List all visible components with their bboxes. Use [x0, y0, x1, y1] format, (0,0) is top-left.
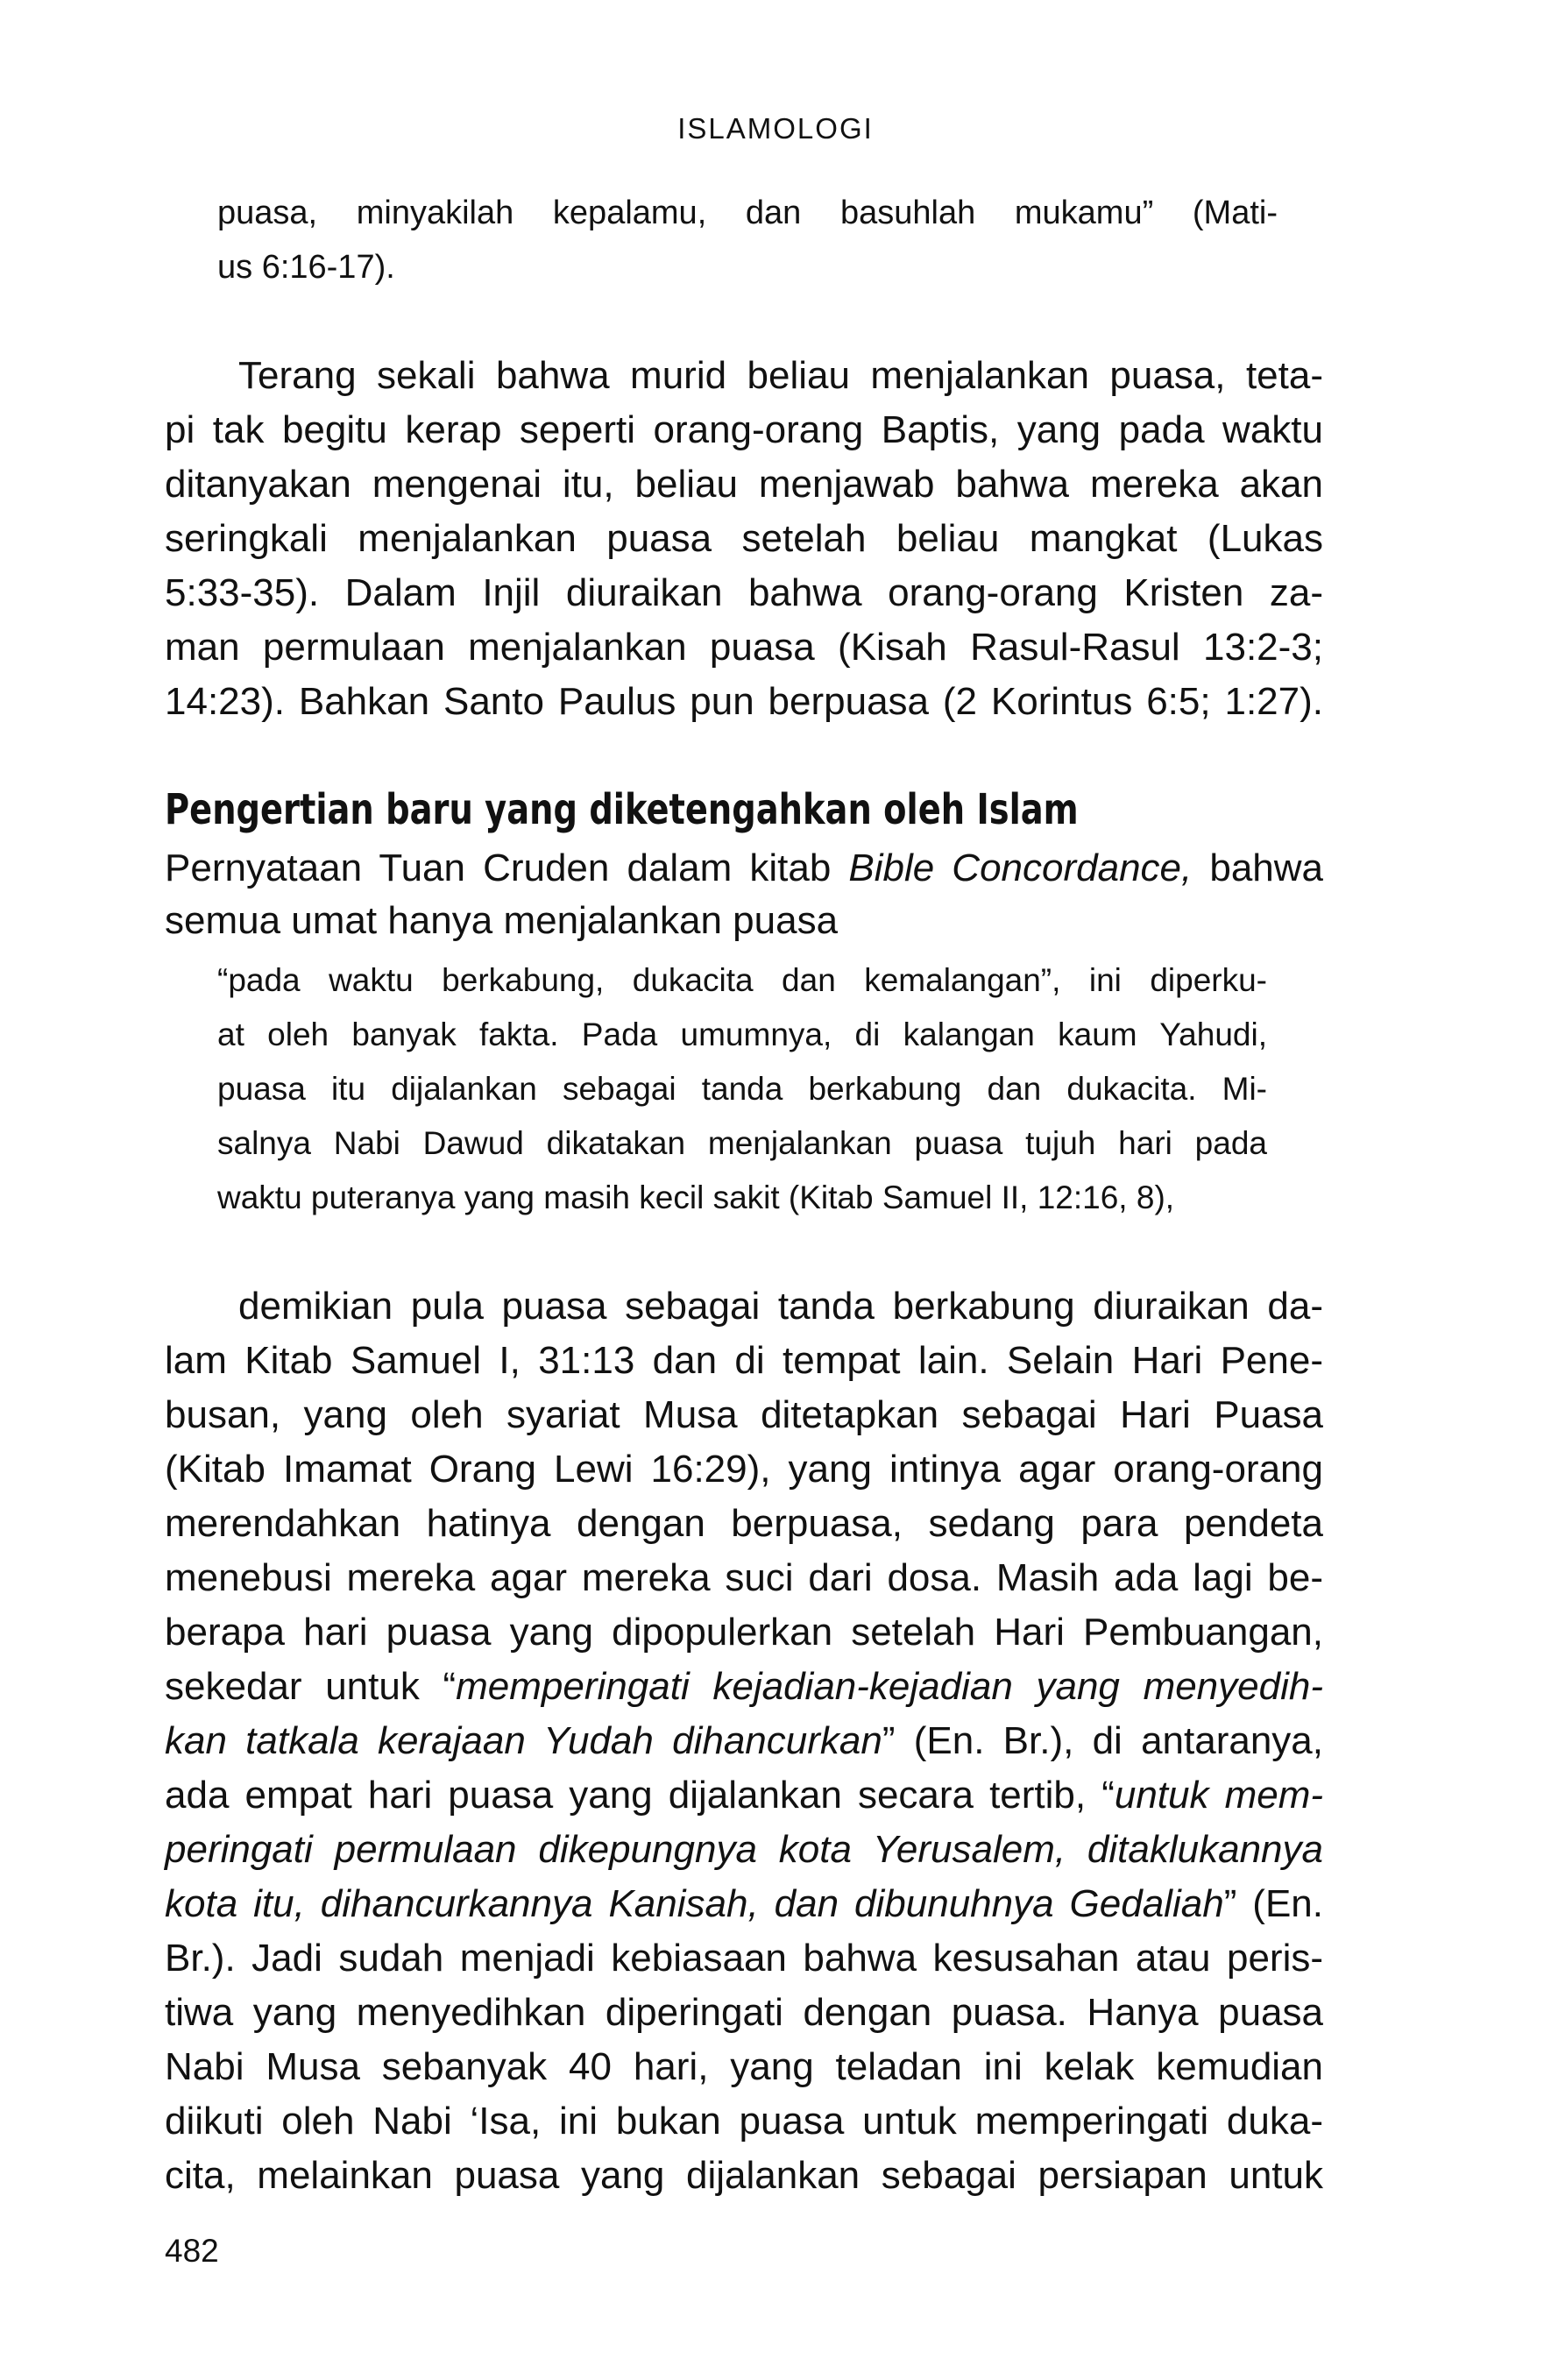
top-quote-line: puasa, minyakilah kepalamu, dan basuhlah mukamu” (Mati- — [217, 195, 1278, 231]
paragraph-line: Br.). Jadi sudah menjadi kebiasaan bahwa kesusahan atau peris- — [165, 1937, 1323, 1980]
paragraph-line — [165, 1719, 1323, 1763]
paragraph-line: seringkali menjalankan puasa setelah beliau mangkat (Lukas — [165, 517, 1323, 560]
paragraph-line: lam Kitab Samuel I, 31:13 dan di tempat lain. Selain Hari Pene- — [165, 1339, 1323, 1382]
paragraph-line: cita, melainkan puasa yang dijalankan sebagai persiapan untuk — [165, 2154, 1323, 2197]
quoted-italic: kan tatkala kerajaan Yudah dihancurkan — [165, 1719, 882, 1762]
paragraph-line: diikuti oleh Nabi ‘Isa, ini bukan puasa untuk memperingati duka- — [165, 2100, 1323, 2143]
blockquote-line: “pada waktu berkabung, dukacita dan kemalangan”, ini diperku- — [217, 962, 1267, 998]
blockquote-line: salnya Nabi Dawud dikatakan menjalankan puasa tujuh hari pada — [217, 1125, 1267, 1161]
paragraph-line: ditanyakan mengenai itu, beliau menjawab bahwa mereka akan — [165, 463, 1323, 506]
top-quote-line: us 6:16-17). — [217, 249, 395, 286]
paragraph-line: Nabi Musa sebanyak 40 hari, yang teladan ini kelak kemudian — [165, 2045, 1323, 2088]
paragraph-line: tiwa yang menyedihkan diperingati dengan puasa. Hanya puasa — [165, 1991, 1323, 2034]
line-text: ” (En. — [1223, 1882, 1324, 1925]
quoted-italic: untuk mem- — [1114, 1774, 1323, 1817]
paragraph-line: 14:23). Bahkan Santo Paulus pun berpuasa (2 Korintus 6:5; 1:27). — [165, 680, 1323, 723]
paragraph-line: merendahkan hatinya dengan berpuasa, sedang para pendeta — [165, 1502, 1323, 1545]
paragraph-line — [165, 1882, 1323, 1926]
line-text: ” (En. Br.), di antaranya, — [882, 1719, 1323, 1762]
intro-text: Pernyataan Tuan Cruden dalam kitab — [165, 846, 849, 889]
book-title: Bible Concordance, — [848, 846, 1193, 889]
paragraph-line: pi tak begitu kerap seperti orang-orang Baptis, yang pada waktu — [165, 408, 1323, 451]
paragraph-line: man permulaan menjalankan puasa (Kisah Rasul-Rasul 13:2-3; — [165, 626, 1323, 669]
blockquote-line: at oleh banyak fakta. Pada umumnya, di kalangan kaum Yahudi, — [217, 1016, 1267, 1052]
paragraph-line: 5:33-35). Dalam Injil diuraikan bahwa orang-orang Kristen za- — [165, 571, 1323, 614]
paragraph-line — [165, 1828, 1323, 1872]
page-number: 482 — [165, 2233, 219, 2269]
blockquote-line: waktu puteranya yang masih kecil sakit (Kitab Samuel II, 12:16, 8), — [217, 1179, 1175, 1215]
paragraph-line: busan, yang oleh syariat Musa ditetapkan sebagai Hari Puasa — [165, 1393, 1323, 1436]
paragraph-line: Terang sekali bahwa murid beliau menjalankan puasa, teta- — [238, 354, 1323, 397]
paragraph-line: demikian pula puasa sebagai tanda berkabung diuraikan da- — [238, 1285, 1323, 1328]
paragraph-line — [165, 1774, 1323, 1817]
section-intro-line: semua umat hanya menjalankan puasa — [165, 899, 839, 942]
paragraph-line — [165, 1665, 1323, 1709]
line-text: ada empat hari puasa yang dijalankan secara tertib, “ — [165, 1774, 1115, 1817]
blockquote-line: puasa itu dijalankan sebagai tanda berkabung dan dukacita. Mi- — [217, 1071, 1267, 1107]
section-heading: Pengertian baru yang diketengahkan oleh Islam — [165, 785, 1079, 834]
quoted-italic: kota itu, dihancurkannya Kanisah, dan dibunuhnya Gedaliah — [165, 1882, 1224, 1925]
paragraph-line: (Kitab Imamat Orang Lewi 16:29), yang intinya agar orang-orang — [165, 1448, 1323, 1491]
running-head: ISLAMOLOGI — [677, 112, 874, 145]
intro-text: bahwa — [1192, 846, 1324, 889]
paragraph-line: menebusi mereka agar mereka suci dari dosa. Masih ada lagi be- — [165, 1556, 1323, 1599]
line-text: sekedar untuk “ — [165, 1665, 457, 1708]
quoted-italic: memperingati kejadian-kejadian yang menyedih- — [456, 1665, 1323, 1708]
section-intro-line — [165, 846, 1323, 890]
quoted-italic: peringati permulaan dikepungnya kota Yerusalem, ditaklukannya — [165, 1828, 1323, 1871]
paragraph-line: berapa hari puasa yang dipopulerkan setelah Hari Pembuangan, — [165, 1611, 1323, 1654]
